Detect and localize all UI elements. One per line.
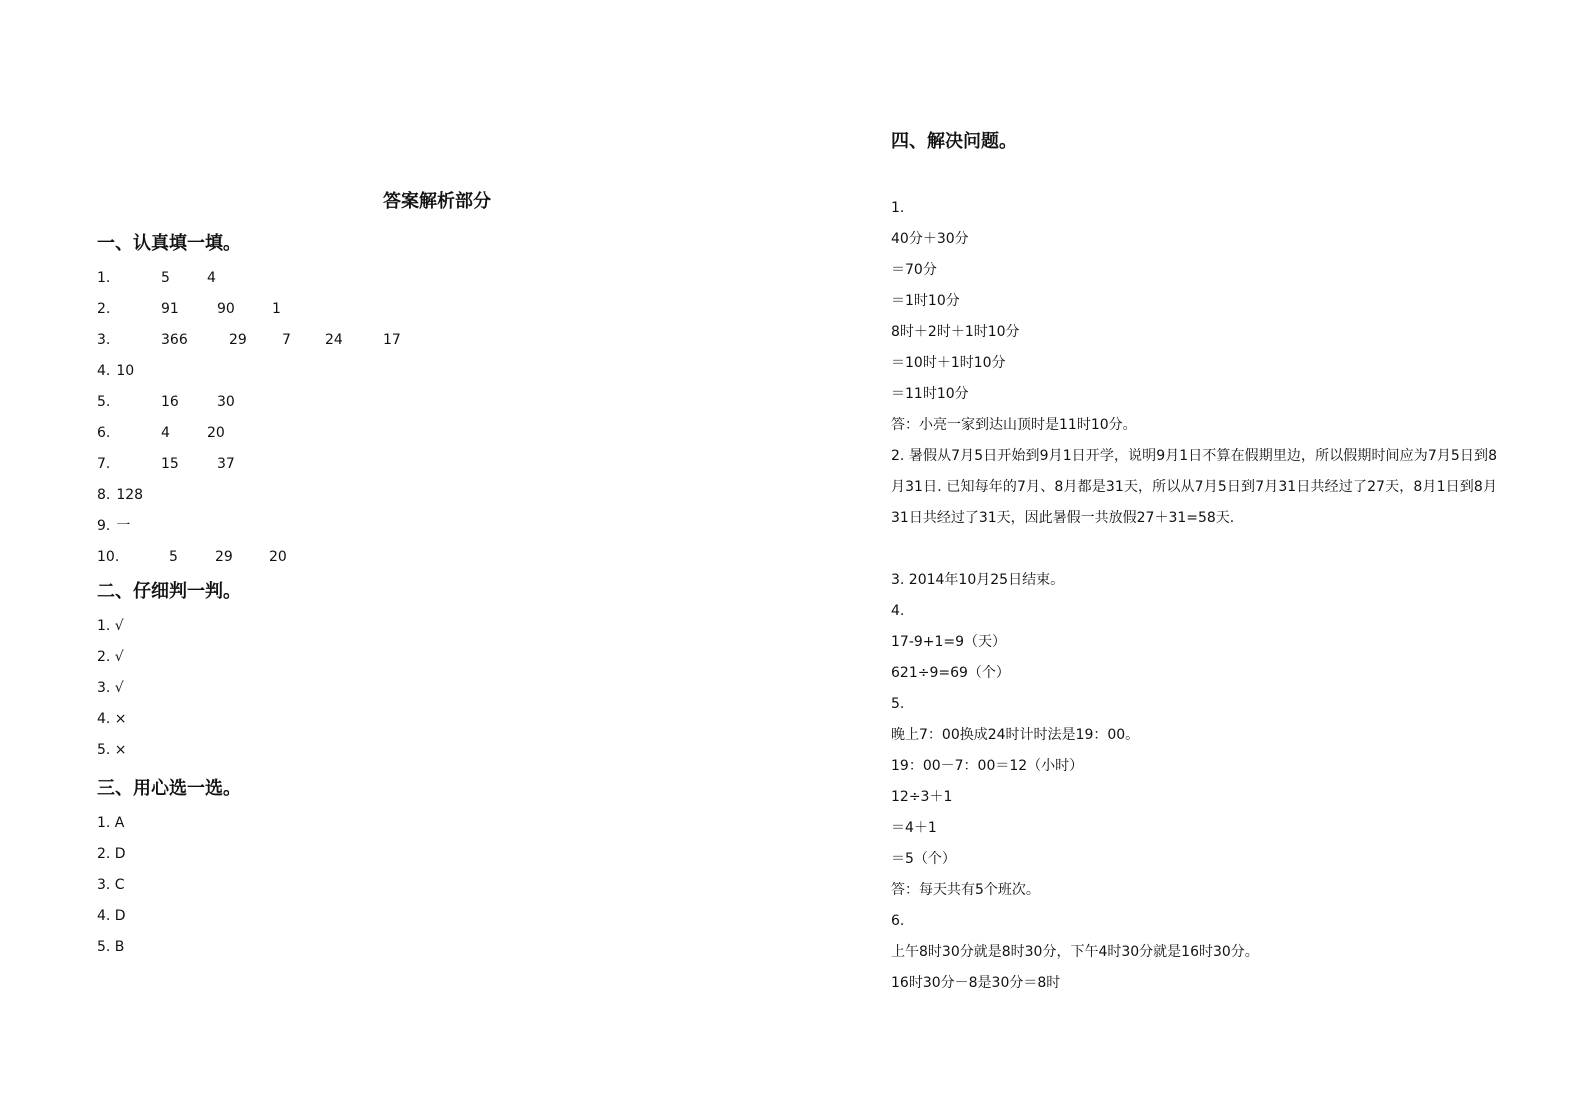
choice-row: 1. A xyxy=(97,815,125,831)
solution-line: 17-9+1=9（天） xyxy=(891,634,1007,650)
answer-value: 29 xyxy=(215,549,233,565)
answer-value: 15 xyxy=(161,456,179,472)
answer-value: 128 xyxy=(116,487,144,503)
judge-row: 5. × xyxy=(97,742,127,758)
answer-value: 1 xyxy=(272,301,281,317)
answer-value: 20 xyxy=(207,425,225,441)
section-heading: 三、用心选一选。 xyxy=(97,778,241,799)
choice-row: 5. B xyxy=(97,939,125,955)
answer-number: 7. xyxy=(97,456,111,472)
solution-line: 5. xyxy=(891,696,905,712)
solution-line: ＝5（个） xyxy=(891,851,956,867)
answer-number: 5. xyxy=(97,394,111,410)
solution-line: 8时＋2时＋1时10分 xyxy=(891,324,1020,340)
answer-number: 3. xyxy=(97,332,111,348)
answer-value: 10 xyxy=(116,363,135,379)
answer-number: 4. xyxy=(97,363,111,379)
solution-line: 答：小亮一家到达山顶时是11时10分。 xyxy=(891,417,1137,433)
solution-line: ＝10时＋1时10分 xyxy=(891,355,1006,371)
section-heading: 二、仔细判一判。 xyxy=(97,581,241,602)
answer-value: 90 xyxy=(217,301,235,317)
solution-line: 19：00－7：00＝12（小时） xyxy=(891,758,1084,774)
solution-line: ＝70分 xyxy=(891,262,937,278)
judge-row: 2. √ xyxy=(97,649,124,665)
answer-number: 9. xyxy=(97,518,111,534)
answer-value: 30 xyxy=(217,394,235,410)
answer-value: 4 xyxy=(161,425,170,441)
solution-paragraph: 2. 暑假从7月5日开始到9月1日开学，说明9月1日不算在假期里边，所以假期时间应为7月5日到8月31日. 已知每年的7月、8月都是31天，所以从7月5日到7月31日共经过了27天，8月1日到8月31日共经过了31天，因此暑假一共放假27＋31=58天. xyxy=(891,448,1497,526)
solution-line: 答：每天共有5个班次。 xyxy=(891,882,1040,898)
solution-line: ＝11时10分 xyxy=(891,386,969,402)
answer-value: 20 xyxy=(269,549,287,565)
solution-line: 16时30分－8是30分＝8时 xyxy=(891,975,1061,991)
section-heading: 一、认真填一填。 xyxy=(97,233,241,254)
solution-line: 40分＋30分 xyxy=(891,231,969,247)
judge-row: 4. × xyxy=(97,711,127,727)
answer-value: 一 xyxy=(116,518,131,534)
solution-line: 上午8时30分就是8时30分，下午4时30分就是16时30分。 xyxy=(891,944,1259,960)
answer-number: 10. xyxy=(97,549,120,565)
answer-number: 6. xyxy=(97,425,111,441)
answer-row xyxy=(97,361,134,381)
solution-line: 6. xyxy=(891,913,905,929)
answer-value: 5 xyxy=(161,270,170,286)
solution-line: ＝1时10分 xyxy=(891,293,960,309)
answer-row xyxy=(97,454,235,474)
answer-row xyxy=(97,547,287,567)
answer-number: 1. xyxy=(97,270,111,286)
answer-value: 7 xyxy=(282,332,291,348)
solution-line: 晚上7：00换成24时计时法是19：00。 xyxy=(891,727,1140,743)
judge-row: 1. √ xyxy=(97,618,124,634)
answer-value: 4 xyxy=(207,270,216,286)
answer-row xyxy=(97,485,143,505)
solution-line: ＝4＋1 xyxy=(891,820,937,836)
answer-number: 2. xyxy=(97,301,111,317)
solution-line: 1. xyxy=(891,200,905,216)
answer-value: 37 xyxy=(217,456,235,472)
solution-line: 4. xyxy=(891,603,905,619)
answer-value: 366 xyxy=(161,332,188,348)
solution-line: 3. 2014年10月25日结束。 xyxy=(891,572,1065,588)
answer-row xyxy=(97,330,401,350)
choice-row: 3. C xyxy=(97,877,125,893)
answer-row xyxy=(97,423,225,443)
answer-value: 5 xyxy=(169,549,178,565)
solution-line: 12÷3＋1 xyxy=(891,789,953,805)
page-title: 答案解析部分 xyxy=(383,191,491,212)
choice-row: 2. D xyxy=(97,846,126,862)
choice-row: 4. D xyxy=(97,908,126,924)
answer-row xyxy=(97,268,216,288)
answer-row xyxy=(97,299,281,319)
section-heading: 四、解决问题。 xyxy=(891,131,1017,152)
answer-row xyxy=(97,392,235,412)
answer-value: 91 xyxy=(161,301,179,317)
answer-value: 17 xyxy=(383,332,401,348)
answer-value: 29 xyxy=(229,332,247,348)
answer-row xyxy=(97,516,130,536)
answer-value: 24 xyxy=(325,332,343,348)
answer-number: 8. xyxy=(97,487,111,503)
solution-line: 621÷9=69（个） xyxy=(891,665,1010,681)
answer-value: 16 xyxy=(161,394,179,410)
judge-row: 3. √ xyxy=(97,680,124,696)
